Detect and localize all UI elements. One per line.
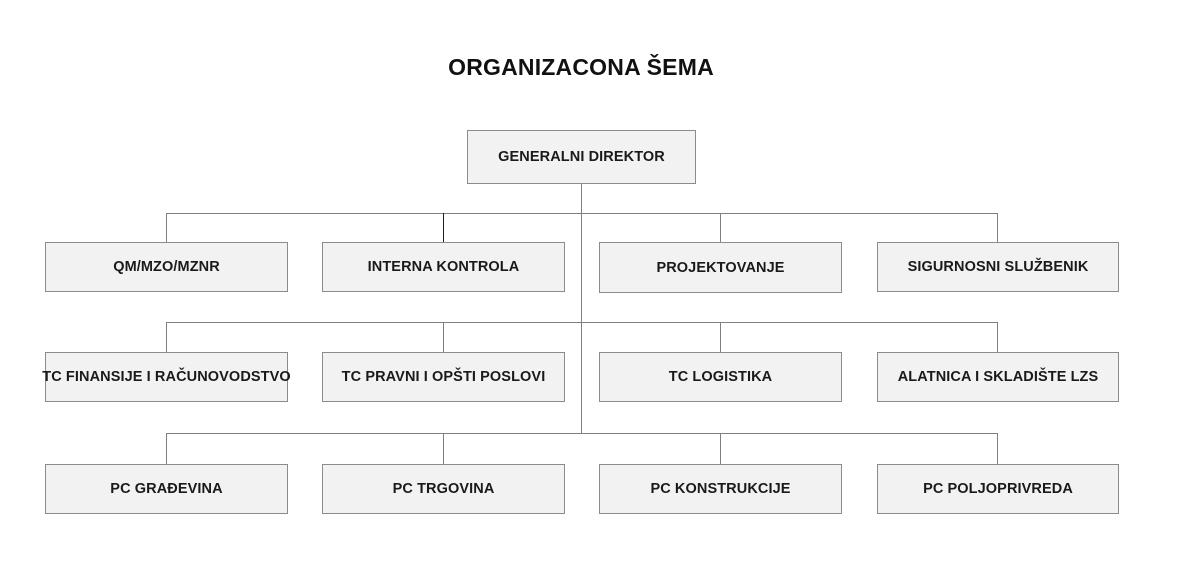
node-tc-pravni: TC PRAVNI I OPŠTI POSLOVI [322,352,565,402]
director-box: GENERALNI DIREKTOR [467,130,696,184]
node-tc-logistika: TC LOGISTIKA [599,352,842,402]
node-alatnica: ALATNICA I SKLADIŠTE LZS [877,352,1119,402]
node-projektovanje: PROJEKTOVANJE [599,242,842,293]
node-sigurnosni-sluzbenik: SIGURNOSNI SLUŽBENIK [877,242,1119,292]
node-pc-trgovina: PC TRGOVINA [322,464,565,514]
node-qm-mzo-mznr: QM/MZO/MZNR [45,242,288,292]
chart-title: ORGANIZACONA ŠEMA [448,54,714,80]
node-pc-konstrukcije: PC KONSTRUKCIJE [599,464,842,514]
node-interna-kontrola: INTERNA KONTROLA [322,242,565,292]
node-pc-gradjevina: PC GRAĐEVINA [45,464,288,514]
node-pc-poljoprivreda: PC POLJOPRIVREDA [877,464,1119,514]
node-tc-finansije: TC FINANSIJE I RAČUNOVODSTVO [45,352,288,402]
